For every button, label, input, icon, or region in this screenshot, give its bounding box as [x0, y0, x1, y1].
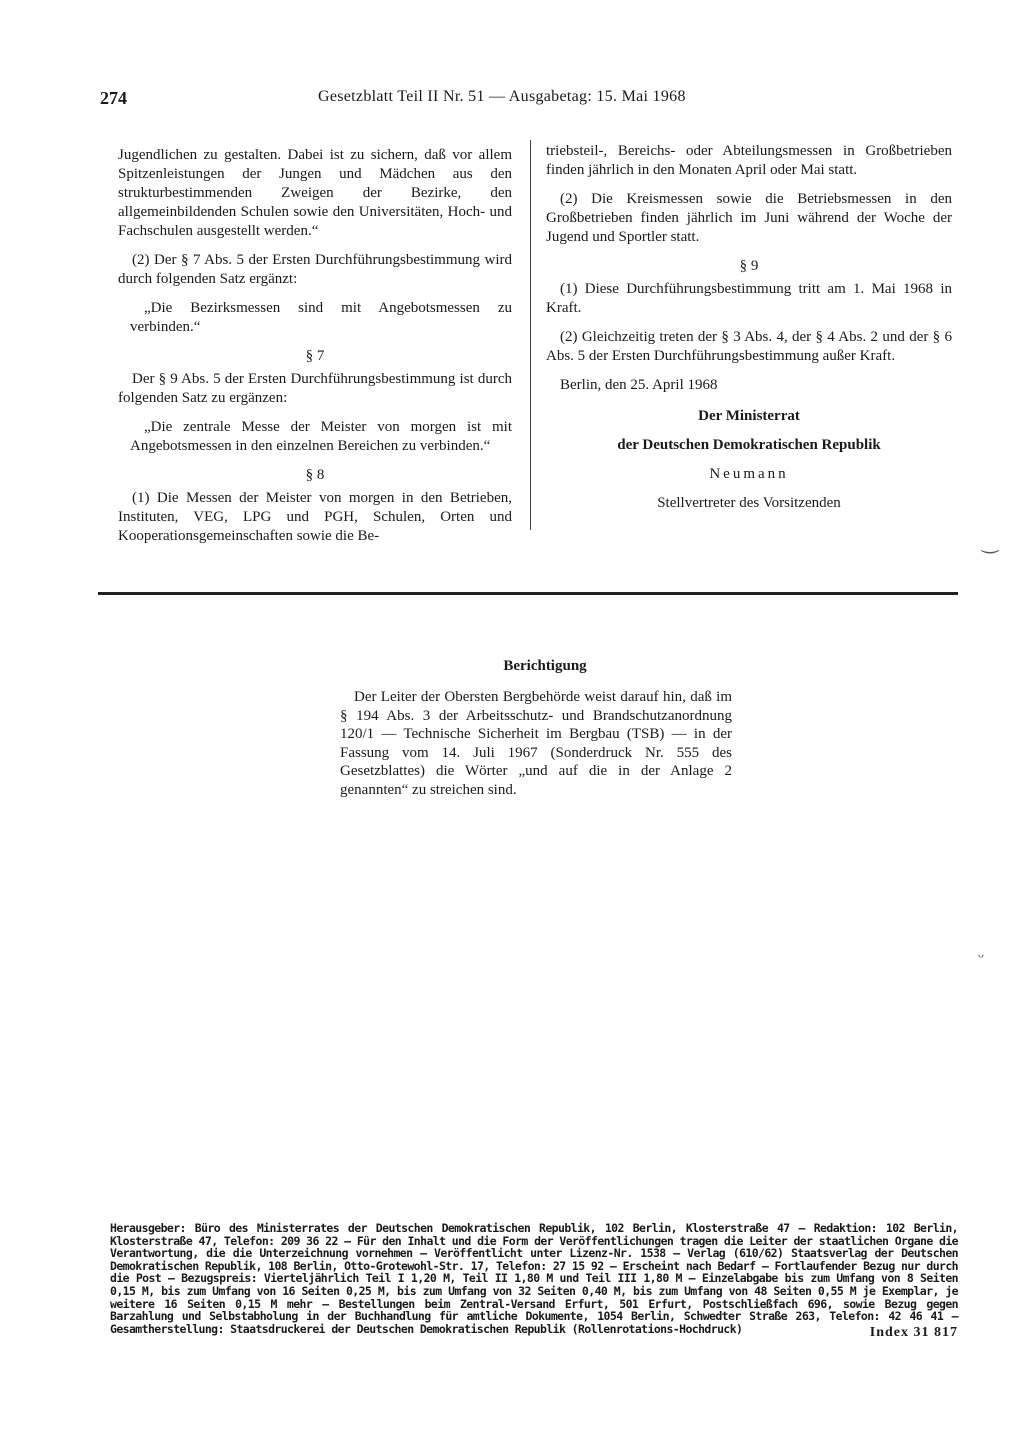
- quoted-paragraph: „Die zentrale Messe der Meister von morgen ist mit Angebotsmessen in den einzelnen Bereichen zu verbinden.“: [130, 419, 512, 454]
- paragraph: (2) Der § 7 Abs. 5 der Ersten Durchführungsbestimmung wird durch folgenden Satz ergänzt:: [118, 252, 512, 287]
- section-rule: [98, 592, 958, 595]
- paragraph: (2) Die Kreismessen sowie die Betriebsmessen in den Großbetrieben finden jährlich im Juni während der Woche der Jugend und Sportler statt.: [546, 191, 952, 245]
- page-number: 274: [100, 88, 127, 108]
- column-divider: [530, 140, 531, 530]
- paragraph: (2) Gleichzeitig treten der § 3 Abs. 4, der § 4 Abs. 2 und der § 6 Abs. 5 der Ersten Durchführungsbestimmung außer Kraft.: [546, 329, 952, 364]
- correction-title: Berichtigung: [503, 658, 587, 674]
- section-heading-7: § 7: [305, 348, 325, 364]
- paragraph: triebsteil-, Bereichs- oder Abteilungsmessen in Großbetrieben finden jährlich in den Monaten April oder Mai statt.: [546, 143, 952, 178]
- imprint-footer: Herausgeber: Büro des Ministerrates der Deutschen Demokratischen Republik, 102 Berlin, Klosterstraße 47 — Redaktion: 102 Berlin, Klosterstraße 47, Telefon: 209 36 22 — Für den Inhalt und die Form der Veröffentlichungen tragen die Leiter der staatlichen Organe die Verantwortung, die die Unterzeichnung vornehmen — Veröffentlicht unter Lizenz-Nr. 1538 — Verlag (610/62) Staatsverlag der Deutschen Demokratischen Republik, 108 Berlin, Otto-Grotewohl-Str. 17, Telefon: 27 15 92 — Erscheint nach Bedarf — Fortlaufender Bezug nur durch die Post — Bezugspreis: Vierteljährlich Teil I 1,20 M, Teil II 1,80 M und Teil III 1,80 M — Einzelabgabe bis zum Umfang von 8 Seiten 0,15 M, bis zum Umfang von 16 Seiten 0,25 M, bis zum Umfang von 32 Seiten 0,40 M, bis zum Umfang von 48 Seiten 0,55 M je Exemplar, je weitere 16 Seiten 0,15 M mehr — Bestellungen beim Zentral-Versand Erfurt, 501 Erfurt, Postschließfach 696, sowie Bezug gegen Barzahlung und Selbstabholung in der Buchhandlung für amtliche Dokumente, 1054 Berlin, Schwedter Straße 263, Telefon: 42 46 41 — Gesamtherstellung: Staatsdruckerei der Deutschen Demokratischen Republik (Rollenrotations-Hochdruck): [110, 1221, 958, 1336]
- quoted-paragraph: „Die Bezirksmessen sind mit Angebotsmessen zu verbinden.“: [130, 300, 512, 335]
- index-number: Index 31 817: [869, 1325, 958, 1340]
- scan-mark: ᵕ: [978, 946, 984, 968]
- paragraph: (1) Die Messen der Meister von morgen in den Betrieben, Instituten, VEG, LPG und PGH, Schulen, Orten und Kooperationsgemeinschaften sowie die Be-: [118, 490, 512, 544]
- paragraph: Jugendlichen zu gestalten. Dabei ist zu sichern, daß vor allem Spitzenleistungen der Jungen und Mädchen aus den strukturbestimmenden Zweigen der Bezirke, den allgemeinbildenden Schulen sowie den Universitäten, Hoch- und Fachschulen ausgestellt werden.“: [118, 147, 512, 239]
- signer-title: Stellvertreter des Vorsitzenden: [657, 495, 841, 511]
- running-head: Gesetzblatt Teil II Nr. 51 — Ausgabetag: 15. Mai 1968: [318, 88, 686, 105]
- right-column: [546, 142, 952, 523]
- date-line: Berlin, den 25. April 1968: [560, 377, 718, 393]
- signature-org-line: Der Ministerrat: [698, 408, 800, 424]
- signer-name: Neumann: [709, 466, 789, 482]
- section-heading-8: § 8: [305, 467, 325, 483]
- signature-org-line: der Deutschen Demokratischen Republik: [617, 437, 881, 453]
- scan-mark: ‿: [982, 532, 999, 554]
- section-heading-9: § 9: [739, 258, 759, 274]
- correction-body: Der Leiter der Obersten Bergbehörde weist darauf hin, daß im § 194 Abs. 3 der Arbeitsschutz- und Brandschutzanordnung 120/1 — Technische Sicherheit im Bergbau (TSB) — in der Fassung vom 14. Juli 1967 (Sonderdruck Nr. 555 des Gesetzblattes) die Wörter „und auf die in der Anlage 2 genannten“ zu streichen sind.: [340, 689, 732, 798]
- left-column: [118, 146, 512, 556]
- paragraph: Der § 9 Abs. 5 der Ersten Durchführungsbestimmung ist durch folgenden Satz zu ergänzen:: [118, 371, 512, 406]
- paragraph: (1) Diese Durchführungsbestimmung tritt am 1. Mai 1968 in Kraft.: [546, 281, 952, 316]
